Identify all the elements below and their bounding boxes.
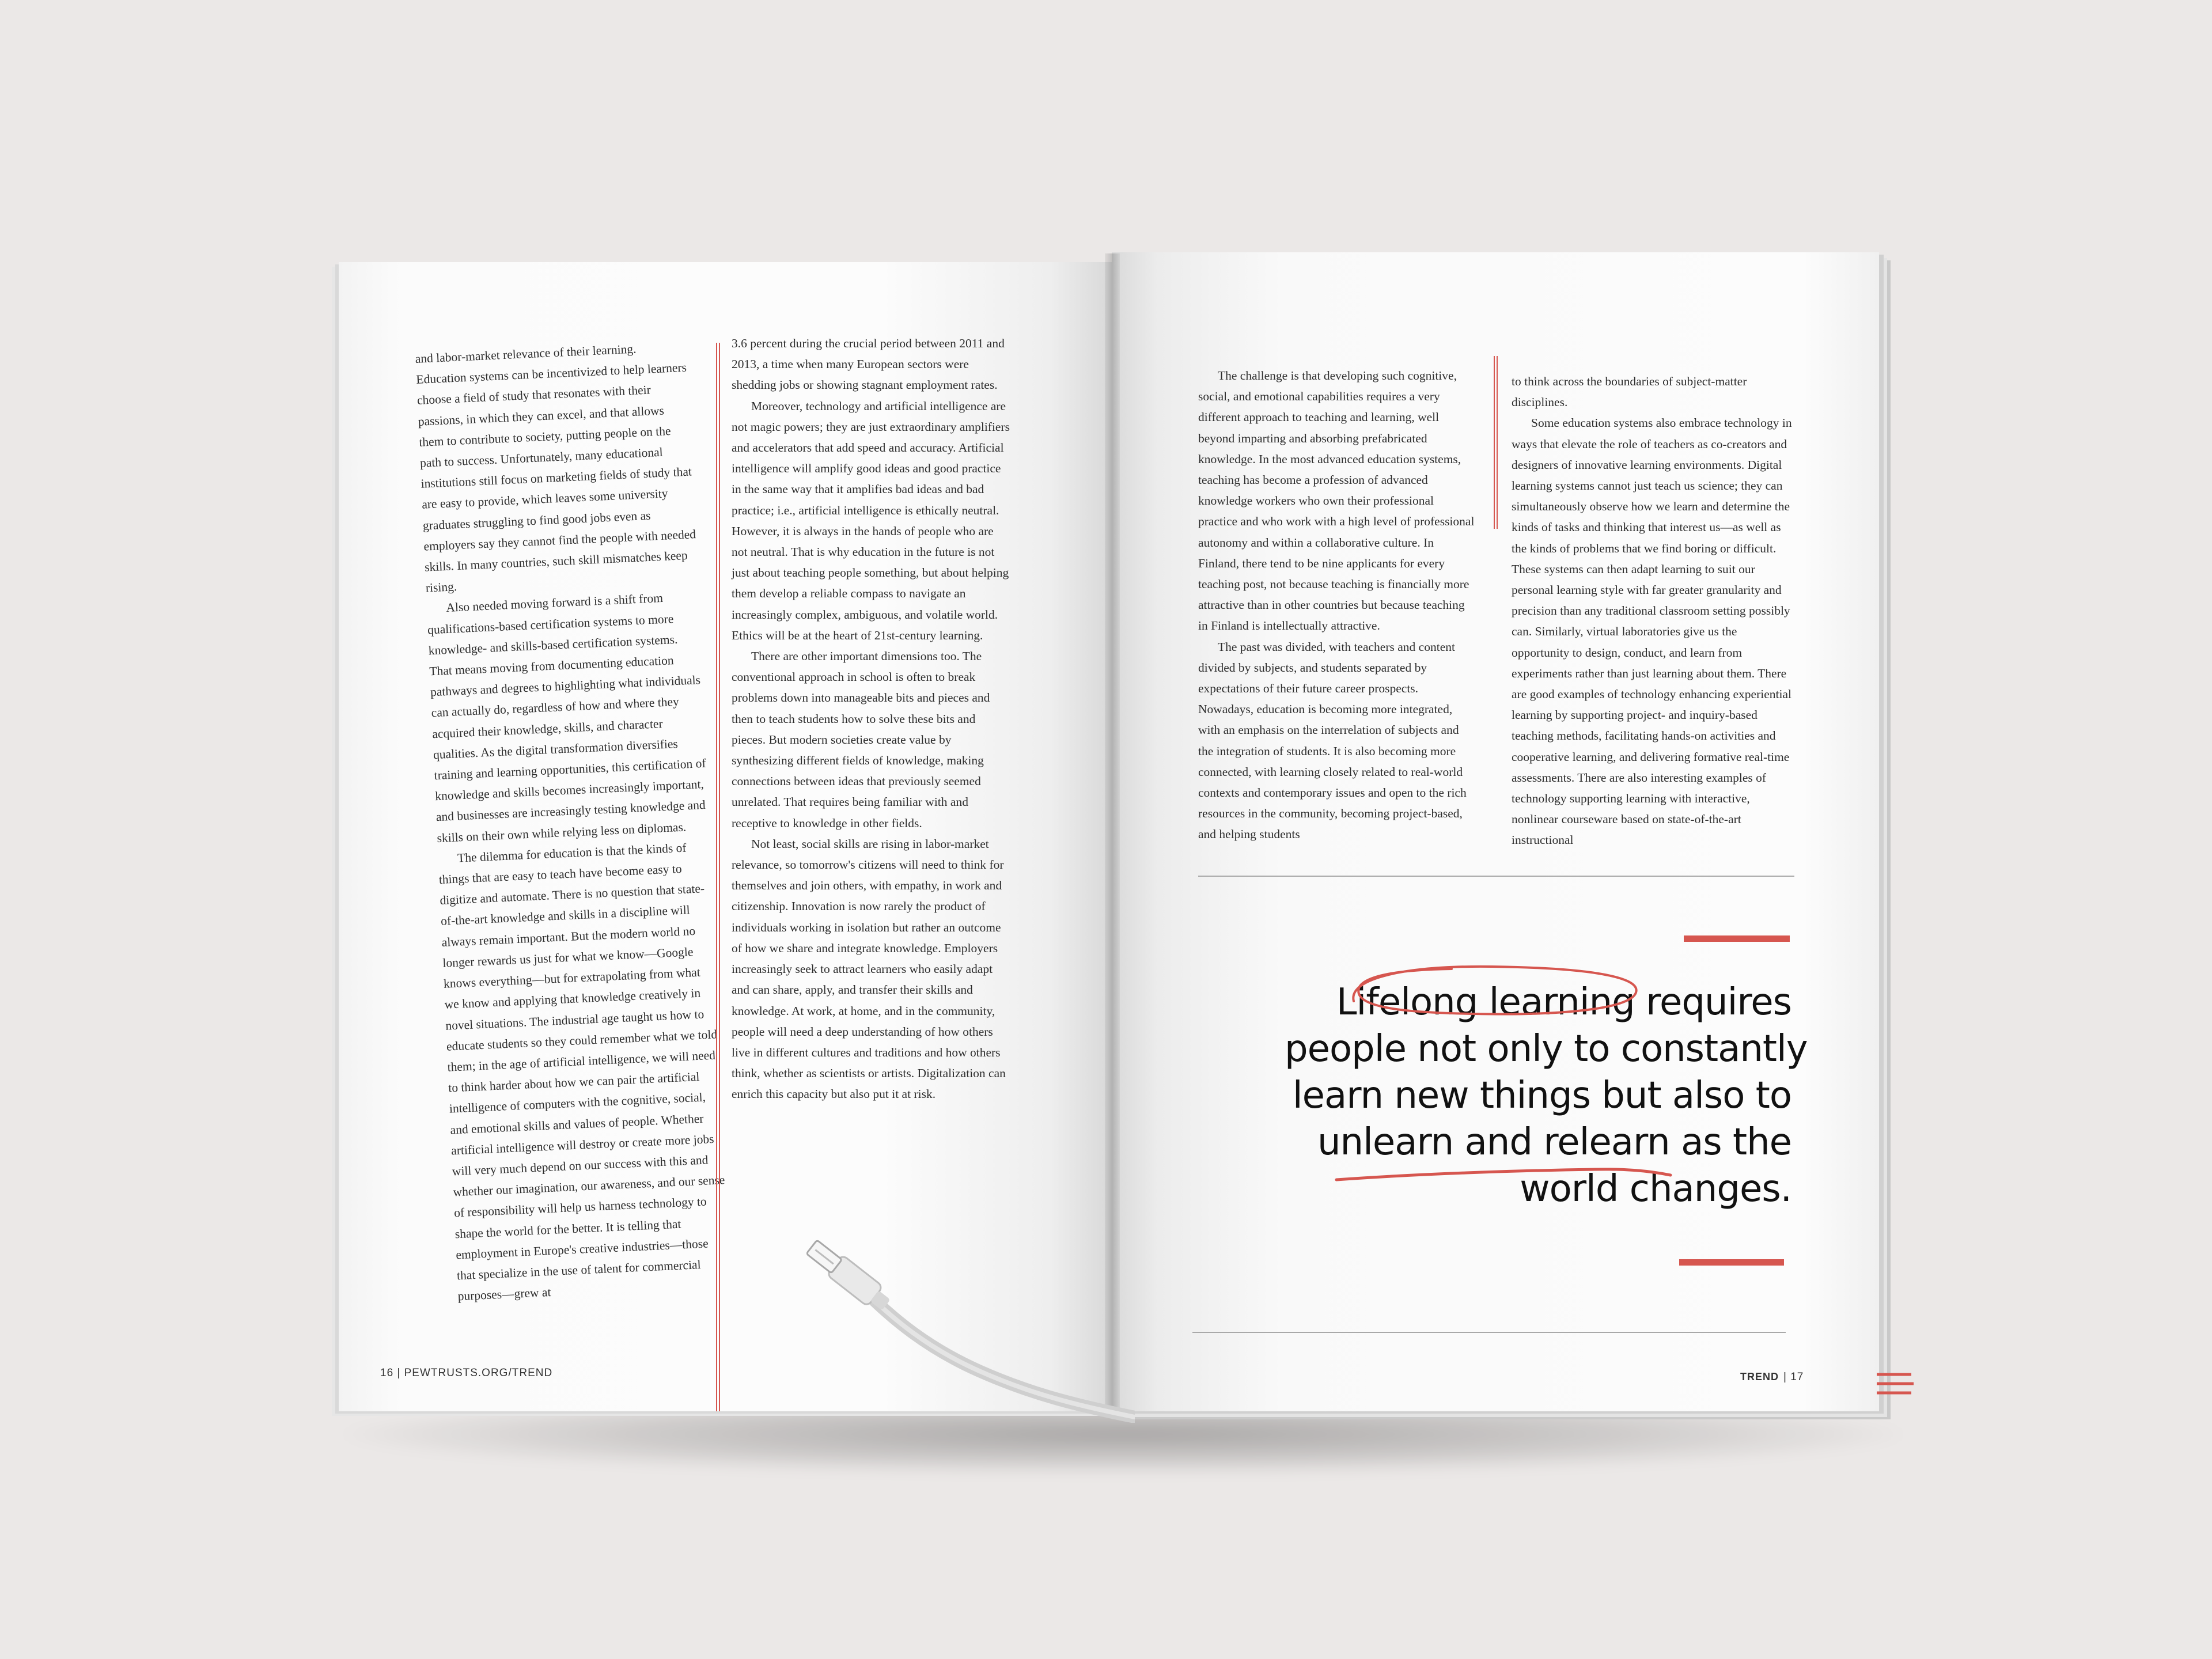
accent-bar-bottom — [1679, 1259, 1784, 1266]
paragraph: to think across the boundaries of subject-matter disciplines. — [1512, 374, 1747, 410]
paragraph: 3.6 percent during the crucial period between 2011 and 2013, a time when many European sectors were shedding jobs or showing stagnant employment rates. — [732, 336, 1005, 392]
hand-drawn-circle-mark — [1336, 961, 1647, 1018]
left-column-1 — [415, 336, 731, 1306]
column-divider-left — [716, 343, 720, 1411]
pull-quote-line: people not only to constantly — [1285, 1028, 1808, 1070]
rule-below-quote — [1192, 1332, 1786, 1333]
hand-drawn-underline-mark — [1325, 1158, 1694, 1187]
paragraph: and labor-market relevance of their learning. Education systems can be incentivized to help learners choose a field of study that resonates with their passions, in which they can excel, and that allows them to contribute to society, putting people on the path to success. Unfortunately, many educational institutions still focus on marketing fields of study that are easy to provide, which leaves some university graduates struggling to find good jobs even as employers say they cannot find the people with needed skills. In many countries, such skill mismatches keep rising. — [415, 342, 696, 595]
pull-quote-line: Lifelong learning requires — [1336, 981, 1791, 1024]
footer-page-number: | 17 — [1783, 1371, 1804, 1383]
paragraph: The challenge is that developing such cognitive, social, and emotional capabilities requires a very different approach to teaching and learning, well beyond imparting and absorbing prefabricated knowledge. In the most advanced education systems, teaching has become a profession of advanced knowledge workers who own their professional practice and who work with a high level of professional autonomy and within a collaborative culture. In Finland, there tend to be nine applicants for every teaching post, not because teaching is financially more attractive than in other countries but because teaching in Finland is intellectually attractive. — [1198, 369, 1475, 633]
column-divider-right — [1494, 356, 1498, 529]
paragraph: Not least, social skills are rising in labor-market relevance, so tomorrow's citizens will need to think for themselves and join others, with empathy, in work and citizenship. Innovation is now rarely the product of individuals working in isolation but rather an outcome of how we share and integrate knowledge. Employers increasingly seek to attract learners who easily adapt and can share, apply, and transfer their skills and knowledge. At work, at home, and in the community, people will need a deep understanding of how others live in different cultures and traditions and how others think, whether as scientists or artists. Digitalization can enrich this capacity but also put it at risk. — [732, 836, 1006, 1101]
right-column-2 — [1512, 371, 1796, 851]
left-column-2 — [732, 333, 1010, 1105]
paragraph: The dilemma for education is that the kinds of things that are easy to teach have become easy to digitize and automate. There is no question that state-of-the-art knowledge and skills in a discipline will always remain important. But the modern world no longer rewards us just for what we know—Google knows everything—but for extrapolating from what we know and applying that knowledge creatively in novel situations. The industrial age taught us how to educate students so they could remember what we told them; in the age of artificial intelligence, we will need to think harder about how we can pair the artificial intelligence of computers with the cognitive, social, and emotional skills and values of people. Whether artificial intelligence will destroy or create more jobs will very much depend on our success with this and whether our imagination, our awareness, and our sense of responsibility will help us harness technology to shape the world for the better. It is telling that employment in Europe's creative industries—those that specialize in the use of talent for commercial purposes—grew at — [438, 840, 725, 1304]
usb-cable-illustration — [789, 1238, 1135, 1423]
right-column-1 — [1198, 365, 1475, 845]
right-page — [1112, 252, 1879, 1411]
accent-bar-top — [1684, 935, 1790, 942]
paragraph: Moreover, technology and artificial intelligence are not magic powers; they are just extraordinary amplifiers and accelerators that add speed and accuracy. Artificial intelligence will amplify good ideas and good practice in the same way that it amplifies bad ideas and bad practice; i.e., artificial intelligence is ethically neutral. However, it is always in the hands of people who are not neutral. That is why education in the future is not just about teaching people something, but about helping them develop a reliable compass to navigate an increasingly complex, ambiguous, and volatile world. Ethics will be at the heart of 21st-century learning. — [732, 399, 1010, 642]
paragraph: Some education systems also embrace technology in ways that elevate the role of teachers as co-creators and designers of innovative learning environments. Digital learning systems cannot just teach us science; they can simultaneously observe how we learn and determine the kinds of tasks and thinking that interest us—as well as the kinds of problems that we find boring or difficult. These systems can then adapt learning to suit our personal learning style with far greater granularity and precision than any traditional classroom setting possibly can. Similarly, virtual laboratories give us the opportunity to design, conduct, and learn from experiments rather than just learning about them. There are good examples of technology enhancing experiential learning by supporting project- and inquiry-based teaching methods, facilitating hands-on activities and cooperative learning, and delivering formative real-time assessments. There are also interesting examples of technology supporting learning with interactive, nonlinear courseware based on state-of-the-art instructional — [1512, 416, 1792, 847]
page-footer-left: 16 | PEWTRUSTS.ORG/TREND — [380, 1367, 553, 1379]
page-tab-marks — [1877, 1371, 1917, 1400]
footer-brand: TREND — [1740, 1371, 1779, 1382]
rule-above-quote — [1198, 876, 1794, 877]
pull-quote-line: learn new things but also to — [1292, 1074, 1791, 1117]
pull-quote-line: unlearn and relearn as the — [1317, 1121, 1791, 1164]
book-spine — [1105, 253, 1120, 1411]
paragraph: The past was divided, with teachers and content divided by subjects, and students separated by expectations of their future career prospects. Nowadays, education is becoming more integrated, with an emphasis on the interrelation of subjects and the integration of students. It is also becoming more connected, with learning closely related to real-world contexts and contemporary issues and open to the rich resources in the community, becoming project-based, and helping students — [1198, 639, 1467, 842]
paragraph: Also needed moving forward is a shift from qualifications-based certification systems to more knowledge- and skills-based certification systems. That means moving from documenting education pathways and degrees to highlighting what individuals can actually do, regardless of how and where they acquired their knowledge, skills, and character qualities. As the digital transformation diversifies training and learning opportunities, this certification of knowledge and skills becomes increasingly important, and businesses are increasingly testing knowledge and skills on their own while relying less on diplomas. — [427, 591, 707, 845]
pull-quote-line: world changes. — [1520, 1168, 1791, 1210]
paragraph: There are other important dimensions too. The conventional approach in school is often to break problems down into manageable bits and pieces and then to teach students how to solve these bits and pieces. But modern societies create value by synthesizing different fields of knowledge, making connections between ideas that previously seemed unrelated. That requires being familiar with and receptive to knowledge in other fields. — [732, 649, 990, 830]
